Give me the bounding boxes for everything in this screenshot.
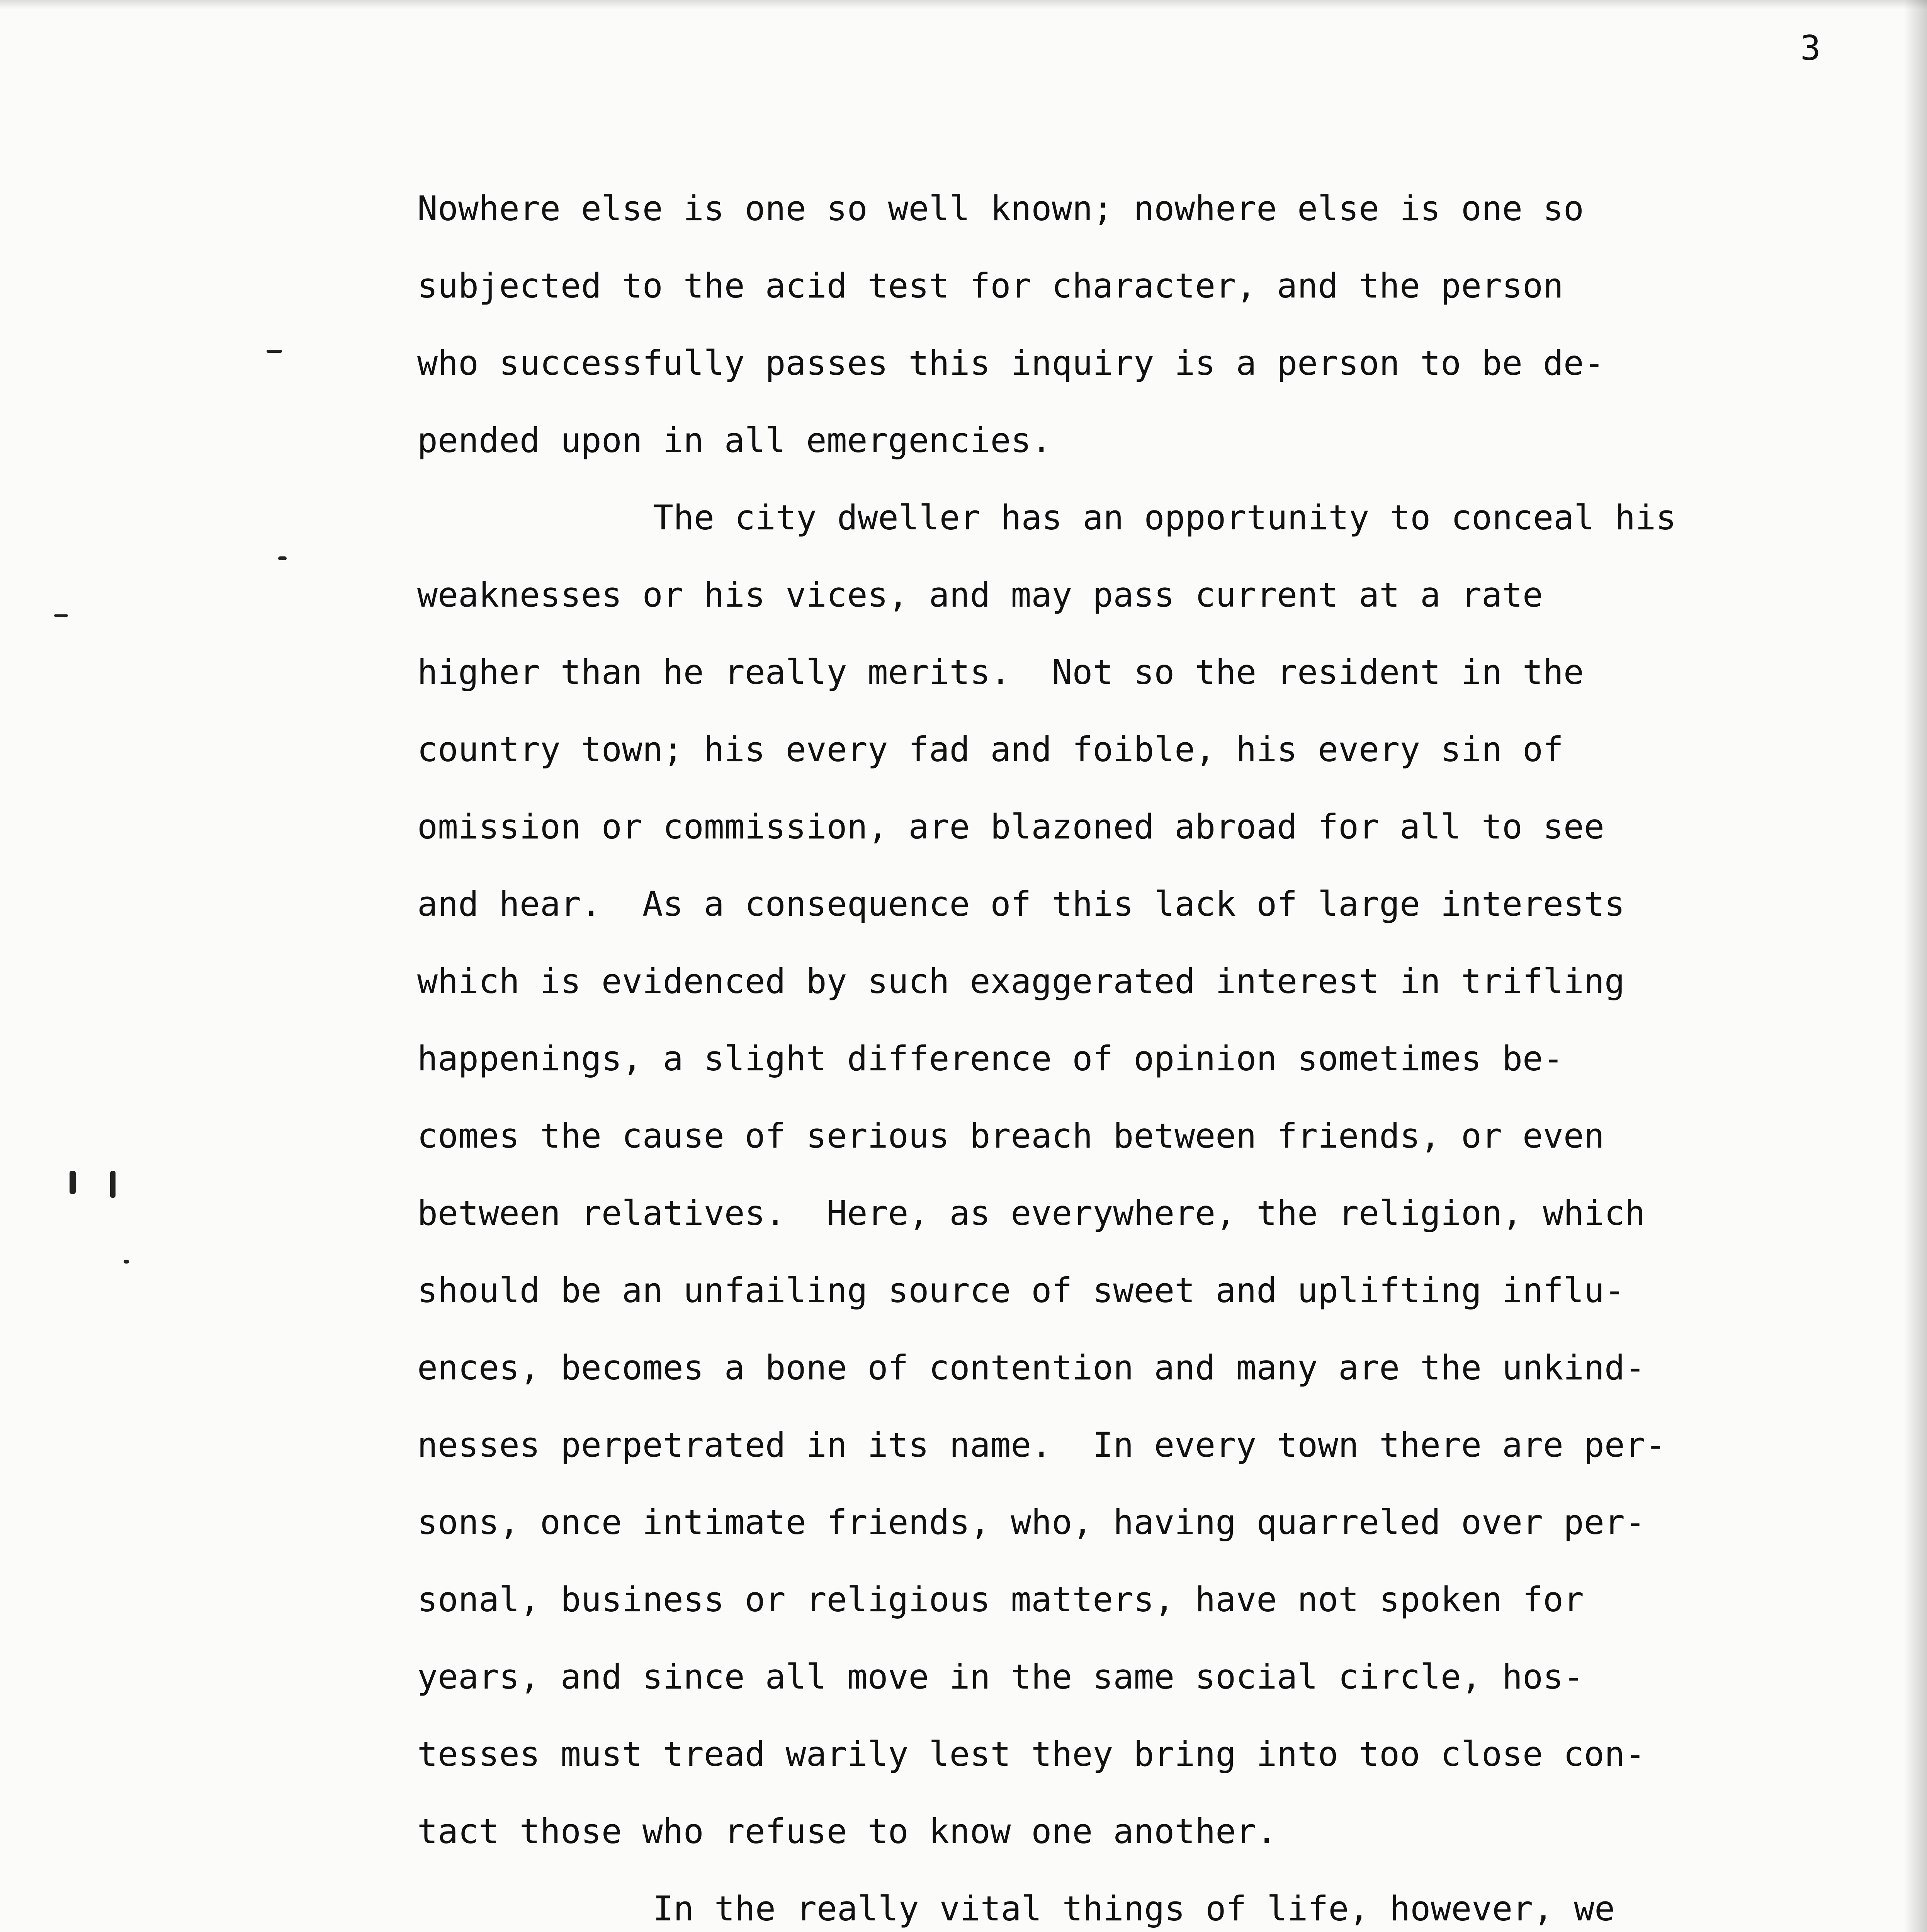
text-line: happenings, a slight difference of opinion sometimes be-: [417, 1039, 1563, 1078]
text-line: omission or commission, are blazoned abroad for all to see: [417, 807, 1604, 847]
text-line: In the really vital things of life, however, we: [653, 1889, 1615, 1929]
text-line: The city dweller has an opportunity to conceal his: [653, 498, 1677, 537]
text-line: should be an unfailing source of sweet and uplifting influ-: [417, 1270, 1625, 1310]
paragraph-2: [417, 479, 1870, 1870]
paragraph-3: [417, 1870, 1870, 1932]
text-line: subjected to the acid test for character, and the person: [417, 266, 1563, 306]
text-line: Nowhere else is one so well known; nowhere else is one so: [417, 189, 1584, 228]
text-line: and hear. As a consequence of this lack of large interests: [417, 884, 1625, 924]
text-line: which is evidenced by such exaggerated interest in trifling: [417, 961, 1625, 1001]
scan-edge-top: [0, 0, 1927, 9]
text-line: weaknesses or his vices, and may pass current at a rate: [417, 575, 1543, 615]
text-line: between relatives. Here, as everywhere, the religion, which: [417, 1193, 1645, 1233]
text-line: pended upon in all emergencies.: [417, 420, 1052, 460]
text-line: higher than he really merits. Not so the resident in the: [417, 652, 1584, 692]
scan-edge-right: [1904, 0, 1927, 1932]
text-line: nesses perpetrated in its name. In every town there are per-: [417, 1425, 1666, 1465]
text-line: comes the cause of serious breach between friends, or even: [417, 1116, 1604, 1156]
text-line: tact those who refuse to know one another.: [417, 1811, 1277, 1851]
text-line: tesses must tread warily lest they bring into too close con-: [417, 1734, 1645, 1774]
text-line: ences, becomes a bone of contention and many are the unkind-: [417, 1348, 1645, 1388]
margin-mark: [267, 350, 282, 353]
text-line: who successfully passes this inquiry is a person to be de-: [417, 343, 1604, 383]
typed-body-text: [417, 170, 1870, 1932]
margin-mark: [54, 614, 68, 617]
paragraph-1: [417, 170, 1870, 479]
margin-mark: [278, 556, 287, 560]
text-line: sonal, business or religious matters, have not spoken for: [417, 1580, 1584, 1619]
margin-mark: [124, 1260, 129, 1264]
text-line: years, and since all move in the same social circle, hos-: [417, 1657, 1584, 1697]
text-line: country town; his every fad and foible, his every sin of: [417, 730, 1563, 769]
margin-mark: [110, 1171, 116, 1198]
margin-mark: [70, 1171, 76, 1194]
text-line: sons, once intimate friends, who, having quarreled over per-: [417, 1502, 1645, 1542]
page-number: 3: [1800, 28, 1821, 68]
